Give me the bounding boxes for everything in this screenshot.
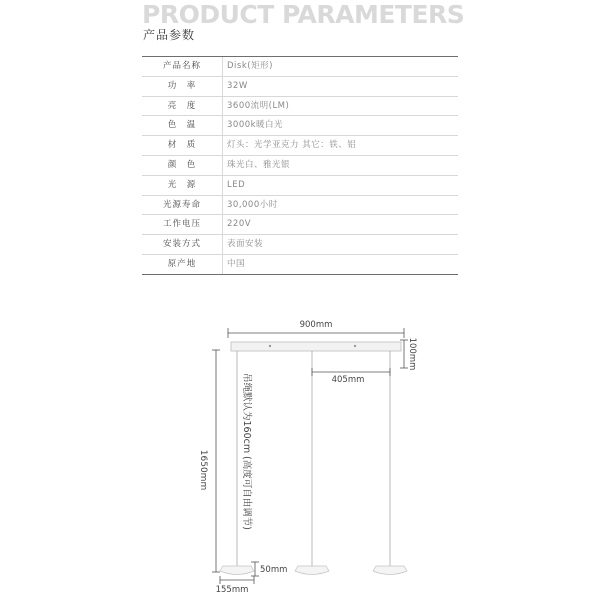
param-label: 色 温 bbox=[142, 116, 223, 135]
param-label: 产品名称 bbox=[142, 57, 223, 76]
param-label: 功 率 bbox=[142, 77, 223, 96]
param-value: 珠光白、雅光银 bbox=[227, 159, 291, 170]
canopy-height-label: 100mm bbox=[407, 337, 417, 371]
lamp-disc bbox=[373, 566, 407, 575]
cable-note-adjustable: (高度可自由调节) bbox=[241, 456, 252, 530]
cable-note: 吊绳默认为160cm bbox=[241, 373, 252, 454]
param-label: 材 质 bbox=[142, 136, 223, 155]
param-value: Disk(矩形) bbox=[227, 61, 273, 71]
param-label: 安装方式 bbox=[142, 235, 223, 254]
param-label: 工作电压 bbox=[142, 215, 223, 234]
param-value: LED bbox=[227, 179, 246, 190]
param-value: 中国 bbox=[227, 258, 246, 269]
total-height-label: 1650mm bbox=[198, 449, 208, 491]
param-value: 220V bbox=[227, 219, 252, 230]
lamp-height-label: 50mm bbox=[260, 565, 288, 575]
lamp-disc bbox=[220, 566, 254, 575]
width-label: 900mm bbox=[299, 320, 333, 330]
param-value: 30,000小时 bbox=[227, 199, 278, 210]
param-label: 光 源 bbox=[142, 176, 223, 195]
lamp-width-label: 155mm bbox=[215, 585, 249, 595]
canopy-screw bbox=[354, 345, 356, 347]
param-value: 3600流明(LM) bbox=[227, 100, 290, 111]
ceiling-canopy bbox=[231, 342, 401, 351]
param-value: 表面安装 bbox=[227, 239, 264, 250]
param-label: 亮 度 bbox=[142, 97, 223, 116]
param-label: 原产地 bbox=[142, 255, 223, 274]
lamp-disc bbox=[295, 566, 329, 575]
param-value: 3000k暖白光 bbox=[227, 120, 284, 131]
spacing-label: 405mm bbox=[331, 375, 365, 385]
param-value: 灯头：光学亚克力 其它：铁、铝 bbox=[227, 140, 357, 151]
page-title: PRODUCT PARAMETERS bbox=[142, 0, 465, 29]
param-label: 光源寿命 bbox=[142, 196, 223, 215]
param-label: 颜 色 bbox=[142, 156, 223, 175]
page-subtitle: 产品参数 bbox=[143, 28, 196, 42]
param-value: 32W bbox=[227, 80, 248, 91]
canopy-screw bbox=[269, 345, 271, 347]
